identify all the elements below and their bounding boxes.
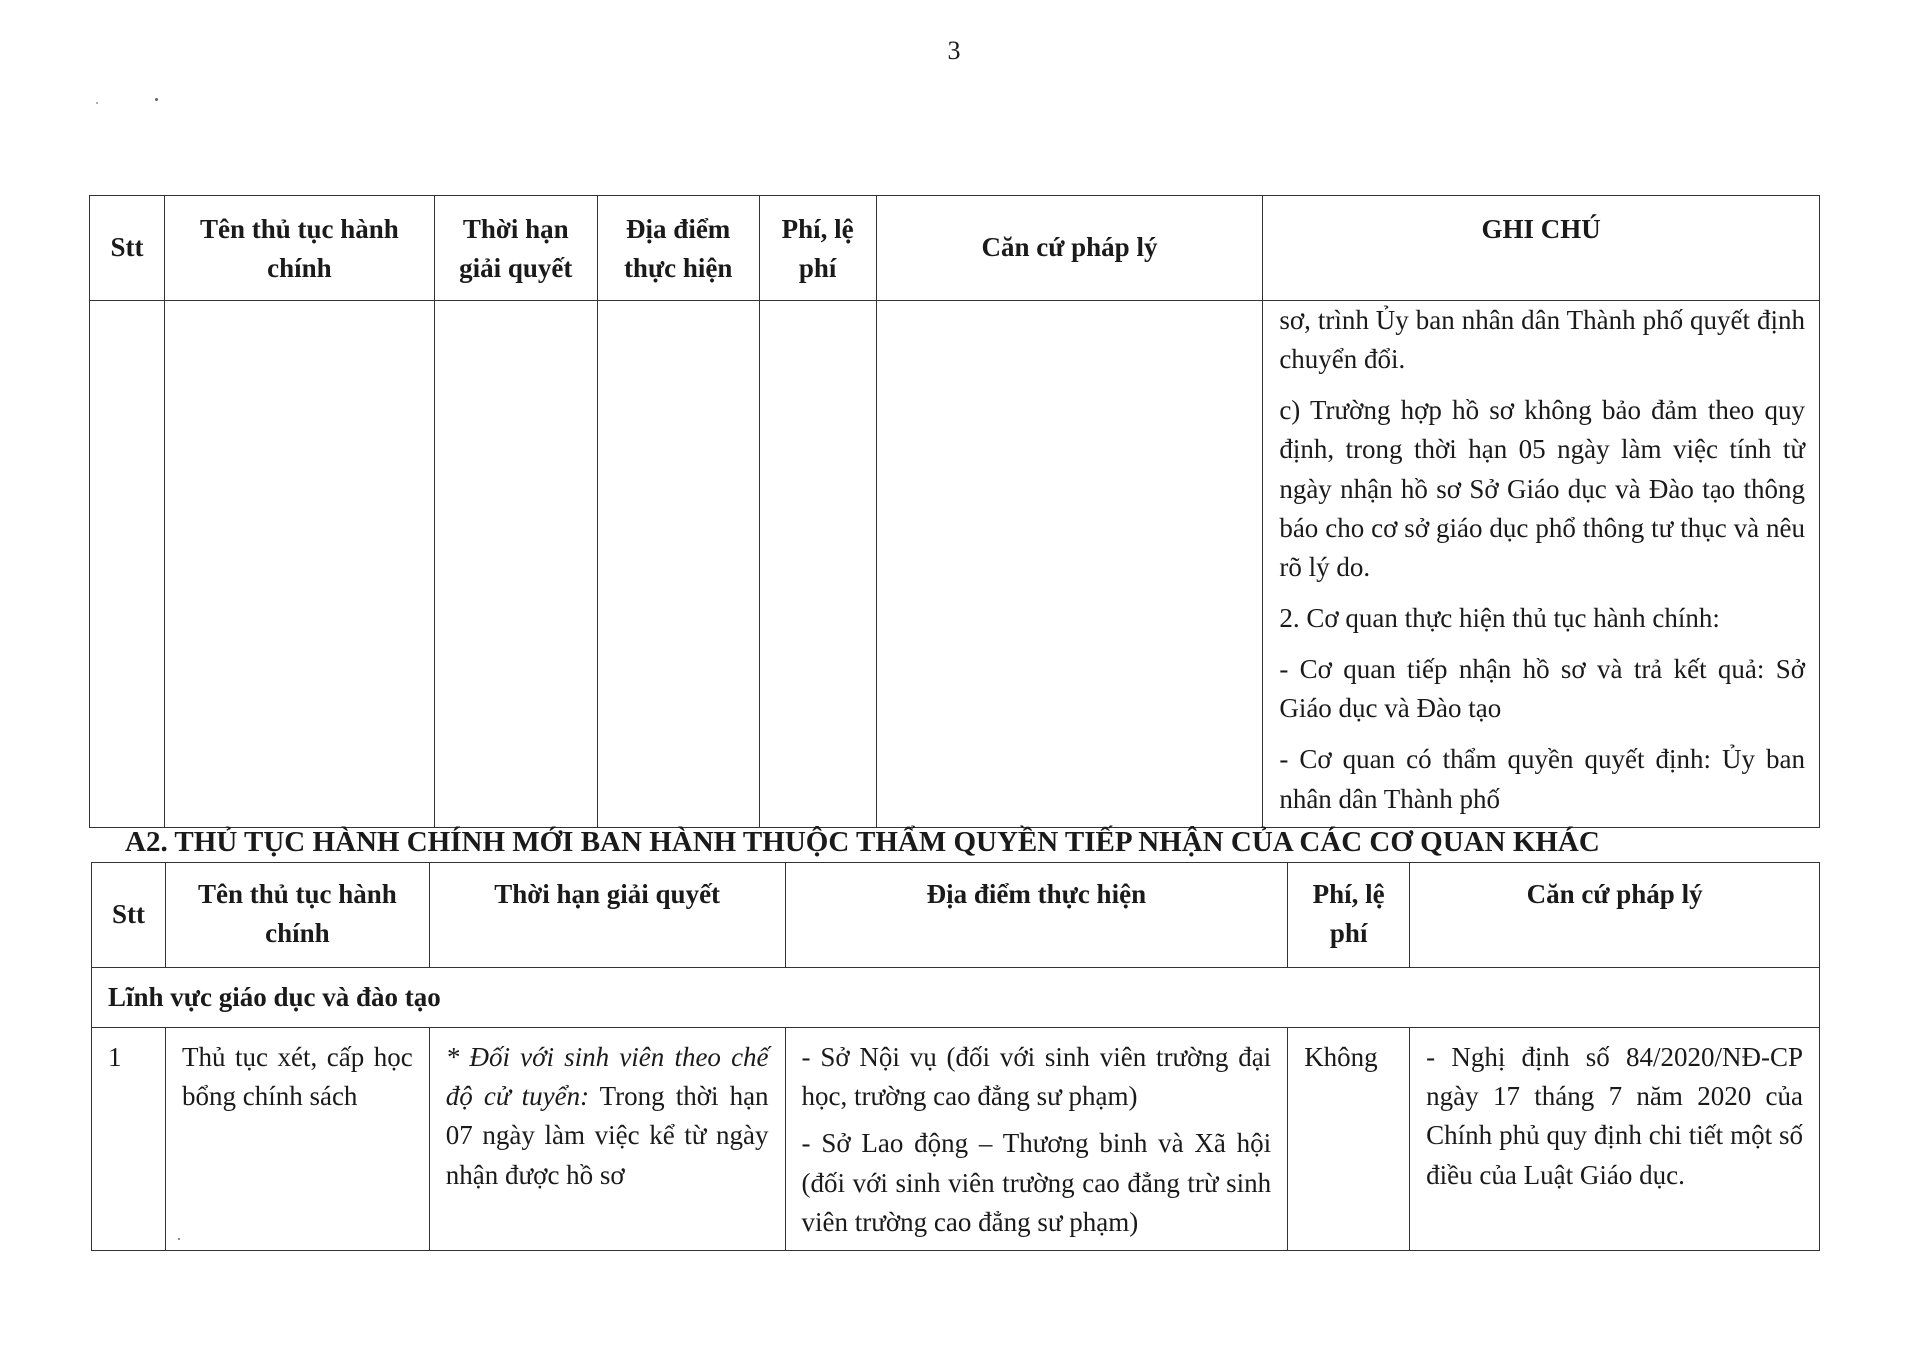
cell-notes [1263, 301, 1820, 828]
cell-location [785, 1028, 1288, 1251]
header-location: Địa điểm thực hiện [785, 863, 1288, 968]
cell-procedure-name: Thủ tục xét, cấp học bổng chính sách [165, 1028, 429, 1251]
section-a2-title: A2. THỦ TỤC HÀNH CHÍNH MỚI BAN HÀNH THUỘC THẨM QUYỀN TIẾP NHẬN CỦA CÁC CƠ QUAN KHÁC [125, 826, 1600, 858]
page-number: 3 [947, 36, 961, 65]
cell-legal-basis: - Nghị định số 84/2020/NĐ-CP ngày 17 tháng 7 năm 2020 của Chính phủ quy định chi tiết một số điều của Luật Giáo dục. [1410, 1028, 1820, 1251]
header-fee: Phí, lệ phí [759, 196, 876, 301]
time-limit-text: Trong thời hạn 07 ngày làm việc kể từ ngày nhận được hồ sơ [445, 1081, 769, 1190]
table1-row [90, 301, 1820, 828]
note-paragraph: sơ, trình Ủy ban nhân dân Thành phố quyết định chuyển đổi. [1279, 305, 1805, 375]
note-paragraph: c) Trường hợp hồ sơ không bảo đảm theo quy định, trong thời hạn 05 ngày làm việc tính từ ngày nhận hồ sơ Sở Giáo dục và Đào tạo thông báo cho cơ sở giáo dục phổ thông tư thục và nêu rõ lý do. [1279, 395, 1805, 582]
header-legal-basis: Căn cứ pháp lý [876, 196, 1263, 301]
field-row [92, 968, 1820, 1028]
table1-header-row [90, 196, 1820, 301]
note-paragraph: - Cơ quan có thẩm quyền quyết định: Ủy ban nhân dân Thành phố [1279, 744, 1805, 814]
location-item: - Sở Nội vụ (đối với sinh viên trường đại học, trường cao đẳng sư phạm) [801, 1042, 1272, 1112]
location-item: - Sở Lao động – Thương binh và Xã hội (đối với sinh viên trường cao đẳng trừ sinh viên trường cao đẳng sư phạm) [801, 1128, 1272, 1237]
scan-speck [155, 98, 158, 101]
header-fee: Phí, lệ phí [1288, 863, 1410, 968]
header-notes: GHI CHÚ [1263, 196, 1820, 301]
cell-fee: Không [1288, 1028, 1410, 1251]
cell-location [597, 301, 759, 828]
note-paragraph: - Cơ quan tiếp nhận hồ sơ và trả kết quả: Sở Giáo dục và Đào tạo [1279, 654, 1805, 724]
procedure-table-a2 [91, 862, 1820, 1251]
header-procedure-name: Tên thủ tục hành chính [164, 196, 434, 301]
scan-speck [96, 102, 98, 104]
field-label: Lĩnh vực giáo dục và đào tạo [92, 968, 1820, 1028]
cell-time-limit [429, 1028, 785, 1251]
cell-legal-basis [876, 301, 1263, 828]
table-row [92, 1028, 1820, 1251]
header-procedure-name: Tên thủ tục hành chính [165, 863, 429, 968]
header-location: Địa điểm thực hiện [597, 196, 759, 301]
time-limit-case: * Đối với sinh viên theo chế độ cử tuyển: [445, 1042, 769, 1112]
cell-fee [759, 301, 876, 828]
cell-stt: 1 [92, 1028, 166, 1251]
procedure-table-continued [89, 195, 1820, 828]
cell-time-limit [434, 301, 597, 828]
note-paragraph: 2. Cơ quan thực hiện thủ tục hành chính: [1279, 602, 1720, 633]
header-time-limit: Thời hạn giải quyết [434, 196, 597, 301]
cell-procedure-name [164, 301, 434, 828]
table2-header-row [92, 863, 1820, 968]
header-time-limit: Thời hạn giải quyết [429, 863, 785, 968]
cell-stt [90, 301, 165, 828]
header-legal-basis: Căn cứ pháp lý [1410, 863, 1820, 968]
header-stt: Stt [90, 196, 165, 301]
header-stt: Stt [92, 863, 166, 968]
